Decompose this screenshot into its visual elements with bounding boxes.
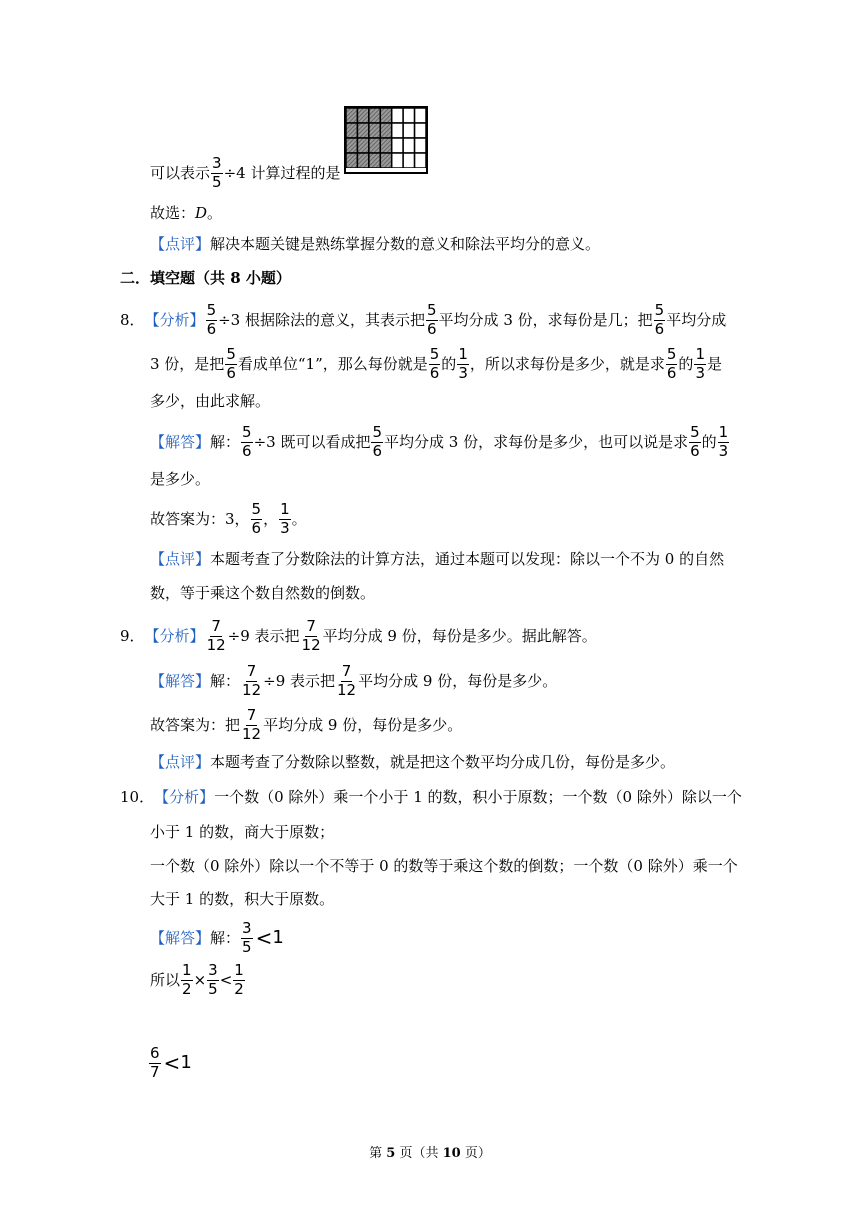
q8-text: ，: [263, 509, 279, 528]
fraction-shaded-grid: [344, 106, 428, 174]
total-pages: 10: [442, 1146, 461, 1161]
grid-drawing: [346, 108, 426, 168]
shaded-cell: [369, 138, 380, 153]
shaded-cell: [369, 108, 380, 123]
q8-analysis-line-1: [120, 303, 726, 338]
times-sign: ×: [193, 970, 207, 989]
blank-cell: [403, 153, 414, 168]
fraction-3-5: $\frac{3}{5}$: [212, 154, 222, 191]
fraction-1-2: $\frac{1}{2}$: [182, 961, 192, 998]
q8-analysis-line-2: [150, 347, 722, 382]
fraction-7-12: $\frac{7}{12}$: [301, 617, 321, 654]
shaded-cell: [357, 108, 368, 123]
q8-text: 故答案为：3，: [150, 509, 250, 528]
fraction-5-6: $\frac{5}{6}$: [251, 500, 262, 537]
shaded-cell: [380, 153, 391, 168]
q8-text: ÷3 既可以看成把: [253, 432, 371, 451]
comment-text: 解决本题关键是熟练掌握分数的意义和除法平均分的意义。: [210, 235, 601, 253]
blank-cell: [415, 123, 426, 138]
answer-end: 。: [207, 204, 223, 222]
q8-number: 8．: [120, 310, 145, 329]
blank-cell: [392, 138, 403, 153]
q9-text: 本题考查了分数除以整数，就是把这个数平均分成几份，每份是多少。: [210, 753, 676, 771]
q8-analysis-tag: 【分析】: [144, 310, 205, 329]
less-than-sign: <: [219, 970, 233, 989]
q9-answer-line: [150, 708, 462, 743]
fraction-1-3: $\frac{1}{3}$: [718, 423, 729, 460]
fraction-5-6: $\frac{5}{6}$: [206, 301, 217, 338]
blank-cell: [403, 123, 414, 138]
answer-line: [150, 206, 222, 221]
fraction-7-12: $\frac{7}{12}$: [242, 706, 262, 743]
fraction-1-2: $\frac{1}{2}$: [234, 961, 244, 998]
q8-text: 的: [678, 354, 694, 373]
q10-solution-tag: 【解答】: [150, 928, 211, 947]
q8-text: 。: [291, 509, 307, 528]
fraction-1-3: $\frac{1}{3}$: [695, 345, 705, 382]
q9-text: 解：: [210, 671, 241, 690]
q9-comment-line: [150, 755, 675, 770]
blank-cell: [415, 138, 426, 153]
q8-text: 解：: [210, 432, 241, 451]
q10-analysis-line-1: [120, 790, 742, 805]
q8-solution-line-1: [150, 425, 730, 460]
q10-inequality-6-7: [148, 1046, 192, 1081]
q8-text: 3 份，是把: [150, 354, 225, 373]
q8-text: 平均分成 3 份，求每份是多少，也可以说是求: [384, 432, 689, 451]
shaded-cell: [346, 123, 357, 138]
q8-text: 的: [701, 432, 717, 451]
fraction-1-3: $\frac{1}{3}$: [458, 345, 468, 382]
blank-cell: [415, 108, 426, 123]
prev-comment-line: [150, 237, 600, 252]
q8-solution-tag: 【解答】: [150, 432, 211, 451]
fraction-5-6: $\frac{5}{6}$: [427, 301, 437, 338]
q10-analysis-line-4: 大于 1 的数，积大于原数。: [150, 890, 335, 908]
q9-analysis-line: [120, 619, 597, 654]
answer-value: D: [195, 204, 208, 222]
footer-text: 页（共: [395, 1146, 443, 1161]
shaded-cell: [380, 138, 391, 153]
comment-tag: 【点评】: [150, 235, 211, 253]
blank-cell: [403, 108, 414, 123]
q8-comment-line-2: 数，等于乘这个数自然数的倒数。: [150, 584, 376, 602]
q8-text: 本题考查了分数除法的计算方法，通过本题可以发现：除以一个不为 0 的自然: [210, 550, 725, 568]
fraction-3-5: $\frac{3}{5}$: [242, 919, 252, 956]
q10-analysis-line-3: 一个数（0 除外）除以一个不等于 0 的数等于乘这个数的倒数；一个数（0 除外）乘一个: [150, 857, 738, 875]
less-than-sign: <: [255, 926, 273, 951]
footer-text: 第: [369, 1146, 387, 1161]
q9-text: ÷9 表示把: [263, 671, 336, 690]
shaded-cell: [369, 123, 380, 138]
fraction-7-12: $\frac{7}{12}$: [242, 662, 262, 699]
fraction-5-6: $\frac{5}{6}$: [654, 301, 665, 338]
fraction-5-6: $\frac{5}{6}$: [226, 345, 236, 382]
represent-prefix: 可以表示: [150, 163, 211, 182]
q8-text: 的: [441, 354, 457, 373]
q9-text: 平均分成 9 份，每份是多少。据此解答。: [322, 626, 597, 645]
shaded-cell: [357, 123, 368, 138]
q9-analysis-tag: 【分析】: [144, 626, 205, 645]
blank-cell: [415, 153, 426, 168]
q8-text: 平均分成: [666, 310, 727, 329]
fraction-5-6: $\frac{5}{6}$: [242, 423, 252, 460]
fraction-5-6: $\frac{5}{6}$: [372, 423, 383, 460]
q10-so-line: [150, 963, 246, 998]
shaded-cell: [357, 153, 368, 168]
q8-text: 看成单位“1”，那么每份就是: [237, 354, 428, 373]
represent-suffix: ÷4 计算过程的是: [223, 163, 341, 182]
section-2-title: 二．填空题（共 8 小题）: [120, 269, 291, 287]
fraction-1-3: $\frac{1}{3}$: [280, 500, 290, 537]
fraction-7-12: $\frac{7}{12}$: [337, 662, 357, 699]
q8-comment-line-1: [150, 552, 724, 567]
q10-analysis-line-2: 小于 1 的数，商大于原数；: [150, 823, 335, 841]
q8-text: 平均分成 3 份，求每份是几；把: [438, 310, 653, 329]
blank-cell: [392, 108, 403, 123]
q10-text: 所以: [150, 970, 181, 989]
shaded-cell: [346, 108, 357, 123]
fraction-5-6: $\frac{5}{6}$: [429, 345, 440, 382]
q9-text: 故答案为：把: [150, 715, 241, 734]
page-number: 5: [386, 1146, 396, 1161]
q8-comment-tag: 【点评】: [150, 550, 211, 568]
shaded-cell: [380, 108, 391, 123]
q9-text: ÷9 表示把: [227, 626, 300, 645]
shaded-cell: [357, 138, 368, 153]
q9-text: 平均分成 9 份，每份是多少。: [263, 715, 463, 734]
q8-answer-line: [150, 502, 307, 537]
blank-cell: [392, 123, 403, 138]
answer-label: 故选：: [150, 204, 196, 222]
fraction-7-12: $\frac{7}{12}$: [206, 617, 226, 654]
q10-text: 解：: [210, 928, 241, 947]
shaded-cell: [346, 138, 357, 153]
q9-solution-tag: 【解答】: [150, 671, 211, 690]
footer-text: 页）: [460, 1146, 491, 1161]
blank-cell: [392, 153, 403, 168]
q10-number: 10．: [120, 788, 155, 806]
less-than-sign: <: [163, 1051, 181, 1076]
represent-line: [150, 156, 340, 191]
fraction-6-7: $\frac{6}{7}$: [150, 1044, 160, 1081]
one: 1: [180, 1052, 192, 1074]
q9-comment-tag: 【点评】: [150, 753, 211, 771]
q8-analysis-line-3: 多少，由此求解。: [150, 392, 271, 410]
q9-text: 平均分成 9 份，每份是多少。: [358, 671, 558, 690]
q8-text: 是: [706, 354, 722, 373]
q10-solution-line: [150, 921, 284, 956]
fraction-5-6: $\frac{5}{6}$: [690, 423, 700, 460]
blank-cell: [403, 138, 414, 153]
q9-solution-line: [150, 664, 557, 699]
page-footer: [0, 1142, 860, 1161]
shaded-cell: [346, 153, 357, 168]
q8-solution-line-2: 是多少。: [150, 470, 211, 488]
q9-number: 9．: [120, 626, 145, 645]
q8-text: ，所以求每份是多少，就是求: [469, 354, 665, 373]
fraction-5-6: $\frac{5}{6}$: [666, 345, 677, 382]
q8-text: ÷3 根据除法的意义，其表示把: [218, 310, 425, 329]
one: 1: [272, 927, 284, 949]
shaded-cell: [380, 123, 391, 138]
fraction-3-5: $\frac{3}{5}$: [208, 961, 218, 998]
q10-analysis-tag: 【分析】: [154, 788, 215, 806]
shaded-cell: [369, 153, 380, 168]
q10-text: 一个数（0 除外）乘一个小于 1 的数，积小于原数；一个数（0 除外）除以一个: [214, 788, 742, 806]
